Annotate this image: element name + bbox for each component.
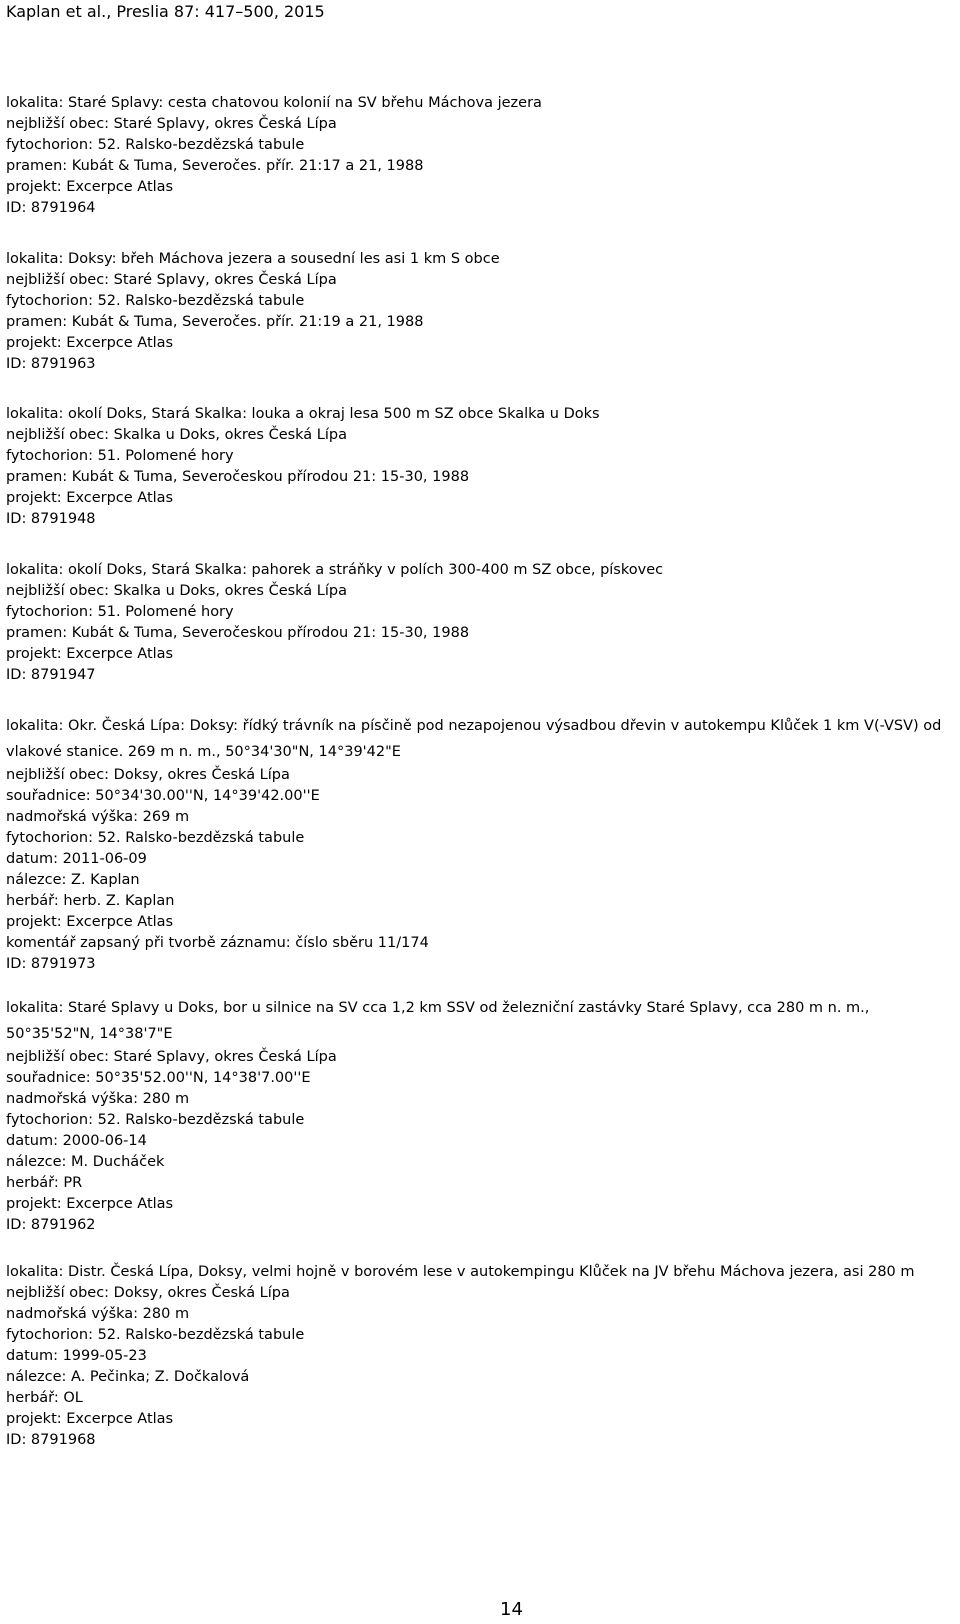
record-id-line: ID: 8791948 (6, 511, 96, 527)
locality-line: lokalita: Distr. Česká Lípa, Doksy, velmi hojně v borovém lese v autokempingu Klůček na JV břehu Máchova jezera, asi 280 m (6, 1264, 915, 1280)
nearest-town-line: nejbližší obec: Skalka u Doks, okres Česká Lípa (6, 583, 347, 599)
phytochorion-line: fytochorion: 52. Ralsko-bezdězská tabule (6, 1112, 305, 1128)
record (6, 93, 952, 219)
locality-line: lokalita: Staré Splavy u Doks, bor u silnice na SV cca 1,2 km SSV od železniční zastávky Staré Splavy, cca 280 m n. m., 50°35'52"N, 14°38'7"E (6, 1000, 870, 1042)
nearest-town-line: nejbližší obec: Staré Splavy, okres Česká Lípa (6, 1049, 337, 1065)
locality-line: lokalita: Doksy: břeh Máchova jezera a sousední les asi 1 km S obce (6, 251, 500, 267)
nearest-town-line: nejbližší obec: Doksy, okres Česká Lípa (6, 767, 290, 783)
record-id-line: ID: 8791968 (6, 1432, 96, 1448)
record (6, 713, 952, 975)
collector-line: nálezce: A. Pečinka; Z. Dočkalová (6, 1369, 250, 1385)
project-line: projekt: Excerpce Atlas (6, 1196, 174, 1212)
record-id-line: ID: 8791963 (6, 356, 96, 372)
altitude-line: nadmořská výška: 269 m (6, 809, 190, 825)
phytochorion-line: fytochorion: 52. Ralsko-bezdězská tabule (6, 1327, 305, 1343)
record-id-line: ID: 8791973 (6, 956, 96, 972)
herbarium-line: herbář: OL (6, 1390, 83, 1406)
coordinates-line: souřadnice: 50°34'30.00''N, 14°39'42.00''E (6, 788, 320, 804)
phytochorion-line: fytochorion: 52. Ralsko-bezdězská tabule (6, 293, 305, 309)
nearest-town-line: nejbližší obec: Staré Splavy, okres Česká Lípa (6, 116, 337, 132)
project-line: projekt: Excerpce Atlas (6, 490, 174, 506)
record (6, 1262, 952, 1451)
phytochorion-line: fytochorion: 52. Ralsko-bezdězská tabule (6, 830, 305, 846)
phytochorion-line: fytochorion: 51. Polomené hory (6, 448, 234, 464)
nearest-town-line: nejbližší obec: Skalka u Doks, okres Česká Lípa (6, 427, 347, 443)
record-id-line: ID: 8791962 (6, 1217, 96, 1233)
source-line: pramen: Kubát & Tuma, Severočes. přír. 21:19 a 21, 1988 (6, 314, 424, 330)
source-line: pramen: Kubát & Tuma, Severočeskou přírodou 21: 15-30, 1988 (6, 625, 470, 641)
locality-line: lokalita: okolí Doks, Stará Skalka: pahorek a stráňky v polích 300-400 m SZ obce, pískovec (6, 562, 664, 578)
nearest-town-line: nejbližší obec: Doksy, okres Česká Lípa (6, 1285, 290, 1301)
source-line: pramen: Kubát & Tuma, Severočes. přír. 21:17 a 21, 1988 (6, 158, 424, 174)
project-line: projekt: Excerpce Atlas (6, 914, 174, 930)
project-line: projekt: Excerpce Atlas (6, 646, 174, 662)
collector-line: nálezce: Z. Kaplan (6, 872, 140, 888)
record-id-line: ID: 8791964 (6, 200, 96, 216)
project-line: projekt: Excerpce Atlas (6, 335, 174, 351)
collector-line: nálezce: M. Ducháček (6, 1154, 165, 1170)
locality-line: lokalita: okolí Doks, Stará Skalka: louka a okraj lesa 500 m SZ obce Skalka u Doks (6, 406, 600, 422)
record (6, 560, 952, 686)
project-line: projekt: Excerpce Atlas (6, 1411, 174, 1427)
record (6, 995, 952, 1236)
altitude-line: nadmořská výška: 280 m (6, 1306, 190, 1322)
nearest-town-line: nejbližší obec: Staré Splavy, okres Česká Lípa (6, 272, 337, 288)
record (6, 249, 952, 375)
herbarium-line: herbář: PR (6, 1175, 83, 1191)
locality-line: lokalita: Okr. Česká Lípa: Doksy: řídký trávník na písčině pod nezapojenou výsadbou dřevin v autokempu Klůček 1 km V(-VSV) od vlakové stanice. 269 m n. m., 50°34'30"N, 14°39'42"E (6, 718, 942, 760)
comment-line: komentář zapsaný při tvorbě záznamu: číslo sběru 11/174 (6, 935, 429, 951)
altitude-line: nadmořská výška: 280 m (6, 1091, 190, 1107)
record-id-line: ID: 8791947 (6, 667, 96, 683)
date-line: datum: 2011-06-09 (6, 851, 147, 867)
running-header: Kaplan et al., Preslia 87: 417–500, 2015 (6, 2, 325, 21)
herbarium-line: herbář: herb. Z. Kaplan (6, 893, 175, 909)
locality-line: lokalita: Staré Splavy: cesta chatovou kolonií na SV břehu Máchova jezera (6, 95, 542, 111)
phytochorion-line: fytochorion: 52. Ralsko-bezdězská tabule (6, 137, 305, 153)
coordinates-line: souřadnice: 50°35'52.00''N, 14°38'7.00''E (6, 1070, 311, 1086)
source-line: pramen: Kubát & Tuma, Severočeskou přírodou 21: 15-30, 1988 (6, 469, 470, 485)
page-number: 14 (500, 1599, 523, 1620)
date-line: datum: 1999-05-23 (6, 1348, 147, 1364)
phytochorion-line: fytochorion: 51. Polomené hory (6, 604, 234, 620)
record (6, 404, 952, 530)
project-line: projekt: Excerpce Atlas (6, 179, 174, 195)
date-line: datum: 2000-06-14 (6, 1133, 147, 1149)
